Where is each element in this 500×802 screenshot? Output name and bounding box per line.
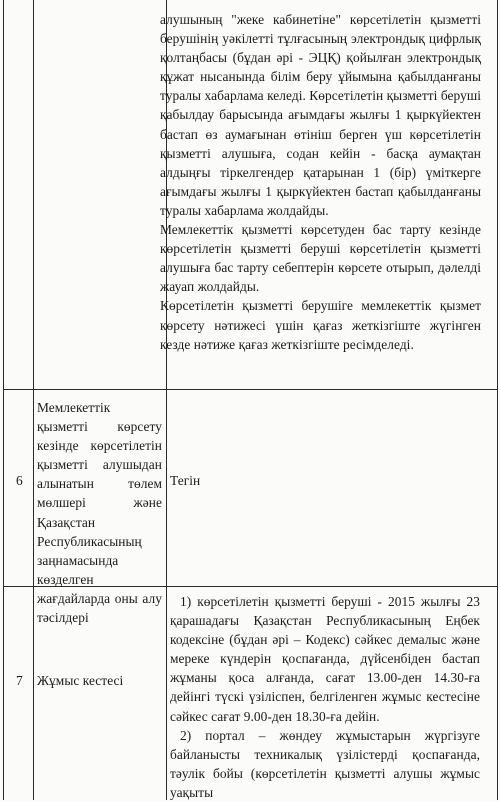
table-border-col1	[33, 0, 34, 800]
content-paragraph: 1) көрсетілетін қызметті беруші - 2015 жылғы 23 қарашадағы Қазақстан Республикасының Еңбек кодексіне (бұдан әрі – Кодекс) сәйкес демалыс және мереке күндерін қоспағанда, дүйсенбіден бастап жұманы қоса алғанда, сағат 13.00-ден 14.30-ға дейінгі түскі үзіліспен, белгіленген жұмыс кестесіне сәйкес сағат 9.00-ден 18.30-ға дейін.	[170, 594, 480, 724]
row-number: 7	[16, 673, 23, 688]
content-paragraph: Көрсетілетін қызметті берушіге мемлекеттік қызмет көрсету нәтижесі үшін қағаз жеткізгіште жүгінген кезде нәтиже қағаз жеткізгіште ресімделеді.	[160, 298, 481, 352]
content-paragraph: Тегін	[170, 473, 201, 488]
row-value	[170, 471, 480, 490]
content-paragraph: алушының "жеке кабинетіне" көрсетілетін қызметті берушінің уәкілетті тұлғасының электрондық цифрлық қолтаңбасы (бұдан әрі - ЭЦҚ) қойылған электрондық құжат нысанында білім беру ұйымына қабылданғаны туралы хабарлама келеді. Көрсетілетін қызметті беруші қабылдау барысында ағымдағы жылғы 1 қыркүйектен бастап өз аумағынан өтініш берген үш көрсетілетін қызметті алушыға, содан кейін - басқа аумақтан алдыңғы тіркелгендер қатарынан 1 (бір) үміткерге ағымдағы жылғы 1 қыркүйектен бастап қабылданғаны туралы хабарлама жолдайды.	[160, 12, 481, 218]
row-number: 6	[16, 473, 23, 488]
table-border-left	[3, 0, 4, 800]
row-label: Жұмыс кестесі	[37, 673, 124, 688]
table-border-right	[497, 0, 498, 800]
content-paragraph: Мемлекеттік қызметті көрсетуден бас тарту кезінде көрсетілетін қызметті беруші көрсетілетін қызметті алушыға бас тарту себептерін көрсете отырып, дәлелді жауап жолдайды.	[160, 222, 481, 295]
row-continuation-content	[160, 10, 481, 354]
content-paragraph: 2) портал – жөндеу жұмыстарын жүргізуге байланысты техникалық үзілістерді қоспағанда, тәулік бойы (көрсетілетін қызметті алушы жұмыс уақыты	[170, 727, 480, 800]
row-value	[170, 592, 480, 802]
row-divider-1	[3, 389, 498, 390]
row-label: Мемлекеттік қызметті көрсету кезінде көрсетілетін қызметті алушыдан алынатын төлем мөлшері және Қазақстан Республикасының заңнамасында көзделген жағдайларда оны алу тәсілдері	[37, 400, 162, 626]
